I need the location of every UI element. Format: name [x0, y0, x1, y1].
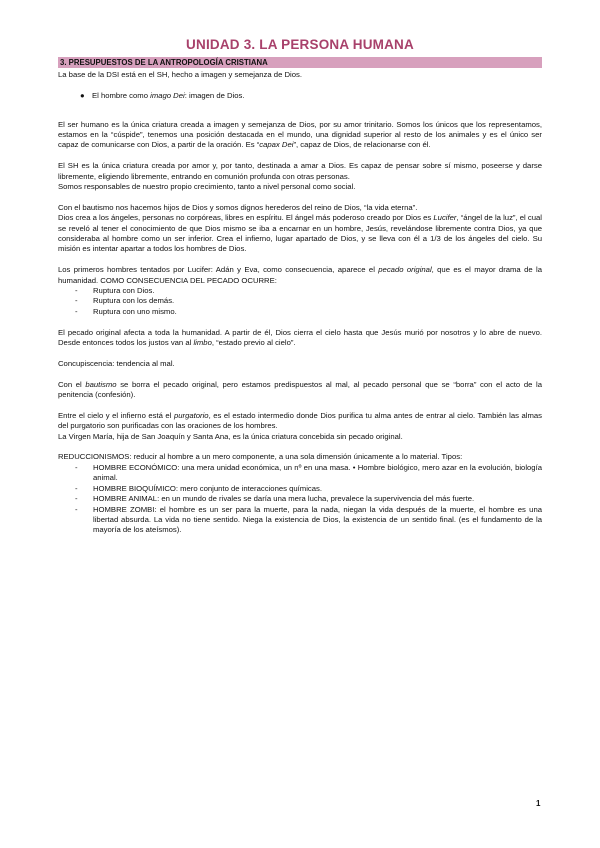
- paragraph-angeles: Dios crea a los ángeles, personas no corpóreas, libres en espíritu. El ángel más poderoso creado por Dios es Lucifer, “ángel de la luz”, el cual se reveló al tener el conocimiento de que Dios mismo se iba a encarnar en un hombre, Jesús, revelándose libremente contra Dios, ya que consideraba al hombre como un ser inferior. Crea el infierno, lugar apartado de Dios, y se lleva con él a 1/3 de los ángeles del cielo. Su misión es intentar apartar a todos los hombres de Dios.: [58, 213, 542, 254]
- page-title: UNIDAD 3. LA PERSONA HUMANA: [186, 37, 414, 52]
- list-item: - HOMBRE ZOMBI: el hombre es un ser para la muerte, para la nada, niegan la vida después de la muerte, el hombre es una libertad absurda. La vida no tiene sentido. Niega la existencia de Dios, la existencia de un sentido final. (es el fundamento de la mayoría de los ateísmos).: [75, 504, 542, 535]
- document-page: [58, 37, 542, 536]
- list-item: - Ruptura con Dios.: [75, 286, 155, 296]
- reductionisms-list: [58, 463, 542, 536]
- paragraph-bautismo: Con el bautismo nos hacemos hijos de Dios y somos dignos herederos del reino de Dios, “la vida eterna”.: [58, 202, 418, 212]
- page-number: 1: [536, 799, 541, 808]
- paragraph-reduccionismos: REDUCCIONISMOS: reducir al hombre a un mero componente, a una sola dimensión únicamente a lo material. Tipos:: [58, 452, 463, 462]
- paragraph-imagen: El ser humano es la única criatura creada a imagen y semejanza de Dios, por su amor trinitario. Somos los únicos que los representamos, estamos en la “cúspide”, tenemos una posición destacada en el mundo, una dignidad superior al resto de los animales y es el único ser capaz de comunicarse con Dios, a partir de la oración. Es “capax Dei”, capaz de Dios, de relacionarse con él.: [58, 119, 542, 150]
- paragraph-purgatorio: Entre el cielo y el infierno está el purgatorio, es el estado intermedio donde Dios purifica tu alma antes de entrar al cielo. También las almas del purgatorio son purificadas con las oraciones de los hombres.: [58, 410, 542, 431]
- paragraph-responsables: Somos responsables de nuestro propio crecimiento, tanto a nivel personal como social.: [58, 182, 356, 192]
- paragraph-penitencia: Con el bautismo se borra el pecado original, pero estamos predispuestos al mal, al pecado personal que se “borra” con el acto de la penitencia (confesión).: [58, 379, 543, 400]
- bullet-item: ● El hombre como imago Dei: imagen de Dios.: [80, 90, 245, 100]
- paragraph-amor: El SH es la única criatura creada por amor y, por tanto, destinada a amar a Dios. Es capaz de pensar sobre sí mismo, poseerse y darse libremente, eligiendo libremente, entrando en comunión profunda con otras personas.: [58, 161, 542, 181]
- list-item: - HOMBRE BIOQUÍMICO: mero conjunto de interacciones químicas.: [75, 483, 322, 493]
- section-heading: 3. PRESUPUESTOS DE LA ANTROPOLOGÍA CRISTIANA: [58, 57, 542, 68]
- paragraph-concupiscencia: Concupiscencia: tendencia al mal.: [58, 358, 175, 368]
- list-item: - Ruptura con los demás.: [75, 296, 175, 306]
- paragraph-virgen-maria: La Virgen María, hija de San Joaquín y Santa Ana, es la única criatura concebida sin pecado original.: [58, 431, 403, 441]
- list-item: - Ruptura con uno mismo.: [75, 306, 177, 316]
- paragraph-primeros-hombres: Los primeros hombres tentados por Lucifer: Adán y Eva, como consecuencia, aparece el pecado original, que es el mayor drama de la humanidad. COMO CONSECUENCIA DEL PECADO OCURRE:: [58, 265, 542, 285]
- list-item: - HOMBRE ECONÓMICO: una mera unidad económica, un nº en una masa. • Hombre biológico, mero azar en la evolución, biología animal.: [75, 462, 542, 483]
- paragraph-pecado-original: El pecado original afecta a toda la humanidad. A partir de él, Dios cierra el cielo hasta que Jesús murió por nosotros y lo abre de nuevo. Desde entonces todos los justos van al limbo, “estado previo al cielo”.: [58, 327, 542, 348]
- bullet-dot-icon: ●: [80, 90, 85, 100]
- intro-paragraph: La base de la DSI está en el SH, hecho a imagen y semejanza de Dios.: [58, 70, 303, 79]
- ruptures-list: [58, 286, 542, 317]
- list-item: - HOMBRE ANIMAL: en un mundo de rivales se daría una mera lucha, prevalece la supervivencia del más fuerte.: [75, 494, 475, 504]
